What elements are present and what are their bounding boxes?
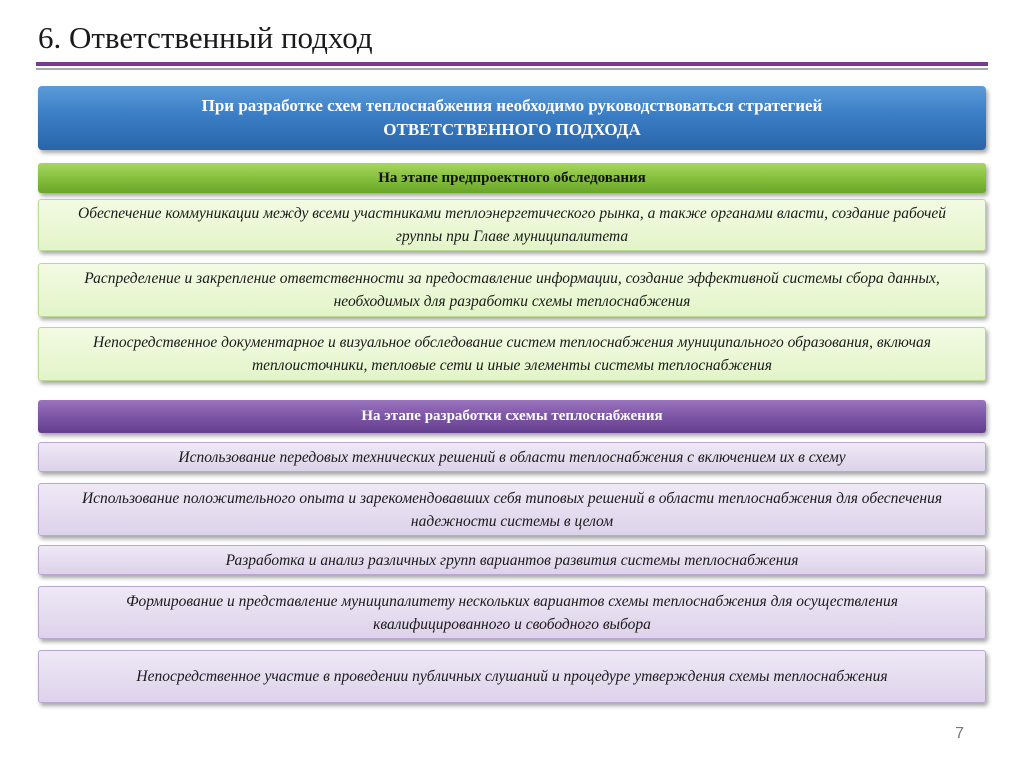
stage1-item: Обеспечение коммуникации между всеми участниками теплоэнергетического рынка, а также органами власти, создание рабочей группы при Главе муниципалитета [38,199,986,251]
stage1-header: На этапе предпроектного обследования [38,163,986,193]
slide-title: 6. Ответственный подход [38,20,373,55]
strategy-banner [38,86,986,150]
stage1-item: Распределение и закрепление ответственности за предоставление информации, создание эффективной системы сбора данных, необходимых для разработки схемы теплоснабжения [38,263,986,317]
banner-line-1: При разработке схем теплоснабжения необходимо руководствоваться стратегией [201,96,823,115]
page-number: 7 [955,725,964,742]
stage2-item: Разработка и анализ различных групп вариантов развития системы теплоснабжения [38,545,986,575]
title-divider [36,62,988,66]
stage2-item: Использование передовых технических решений в области теплоснабжения с включением их в схему [38,442,986,472]
stage2-item: Непосредственное участие в проведении публичных слушаний и процедуре утверждения схемы теплоснабжения [38,650,986,703]
banner-line-2: ОТВЕТСТВЕННОГО ПОДХОДА [383,120,641,139]
stage1-item: Непосредственное документарное и визуальное обследование систем теплоснабжения муниципального образования, включая теплоисточники, тепловые сети и иные элементы системы теплоснабжения [38,327,986,381]
stage2-item: Формирование и представление муниципалитету нескольких вариантов схемы теплоснабжения для осуществления квалифицированного и свободного выбора [38,586,986,639]
title-divider-shadow [36,68,988,70]
stage2-item: Использование положительного опыта и зарекомендовавших себя типовых решений в области теплоснабжения для обеспечения надежности системы в целом [38,483,986,536]
stage2-header: На этапе разработки схемы теплоснабжения [38,400,986,433]
